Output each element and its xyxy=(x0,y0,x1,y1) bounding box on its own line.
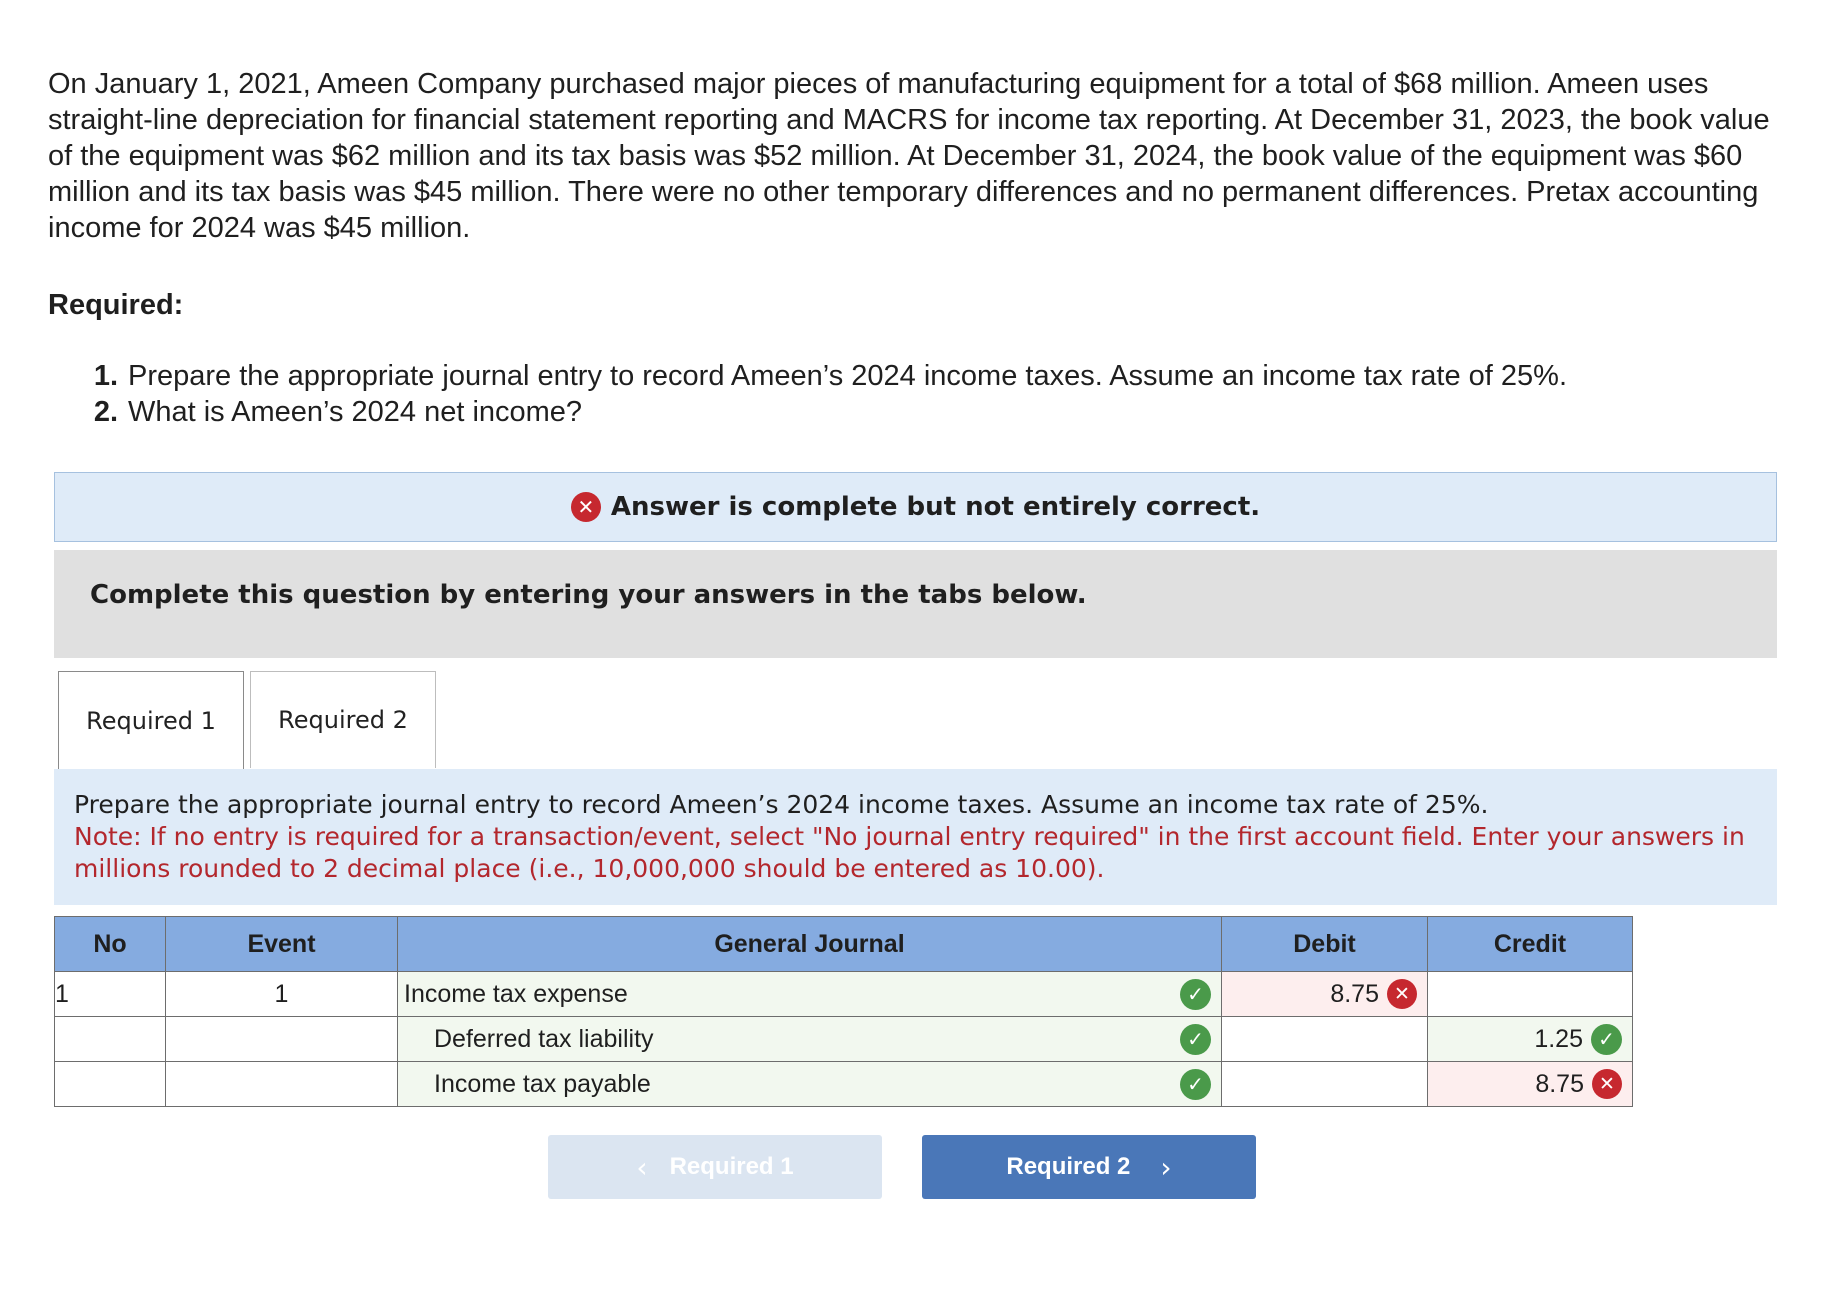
tab-bar xyxy=(54,671,1777,770)
debit-field[interactable] xyxy=(1222,1062,1428,1107)
debit-value: 8.75 xyxy=(1330,979,1379,1008)
general-journal-table xyxy=(54,916,1633,1107)
required-item-text: What is Ameen’s 2024 net income? xyxy=(128,396,583,428)
tab-required-2[interactable] xyxy=(250,671,436,768)
header-no: No xyxy=(55,917,166,972)
account-field[interactable] xyxy=(398,1062,1222,1107)
header-credit: Credit xyxy=(1428,917,1633,972)
chevron-right-icon: › xyxy=(1160,1150,1172,1184)
required-item-2 xyxy=(84,394,1567,430)
credit-field[interactable] xyxy=(1428,1017,1633,1062)
required-item-text: Prepare the appropriate journal entry to record Ameen’s 2024 income taxes. Assume an income tax rate of 25%. xyxy=(128,360,1567,392)
prompt-question: Prepare the appropriate journal entry to record Ameen’s 2024 income taxes. Assume an income tax rate of 25%. xyxy=(74,790,1489,819)
cell-no xyxy=(55,1017,166,1062)
table-row xyxy=(55,1017,1633,1062)
x-circle-icon: ✕ xyxy=(1387,979,1417,1009)
next-button-label: Required 2 xyxy=(1006,1153,1131,1180)
tab-required-1[interactable] xyxy=(58,671,244,770)
account-field[interactable] xyxy=(398,972,1222,1017)
account-name: Income tax payable xyxy=(434,1069,651,1098)
table-row xyxy=(55,972,1633,1017)
required-title: Required: xyxy=(48,289,184,321)
check-circle-icon: ✓ xyxy=(1591,1024,1622,1055)
required-item-number: 1. xyxy=(93,360,118,392)
tab-label: Required 2 xyxy=(278,706,408,734)
problem-statement xyxy=(48,66,1788,246)
x-circle-icon: ✕ xyxy=(1592,1069,1622,1099)
check-circle-icon: ✓ xyxy=(1180,979,1211,1010)
check-circle-icon: ✓ xyxy=(1180,1069,1211,1100)
cell-event xyxy=(166,1017,398,1062)
table-header-row xyxy=(55,917,1633,972)
x-circle-icon: ✕ xyxy=(571,492,601,522)
credit-value: 8.75 xyxy=(1535,1069,1584,1098)
header-debit: Debit xyxy=(1222,917,1428,972)
check-circle-icon: ✓ xyxy=(1180,1024,1211,1055)
account-name: Income tax expense xyxy=(404,979,628,1008)
next-required-button[interactable] xyxy=(922,1135,1256,1199)
cell-event: 1 xyxy=(166,972,398,1017)
debit-field[interactable] xyxy=(1222,972,1428,1017)
account-field[interactable] xyxy=(398,1017,1222,1062)
required-item-1 xyxy=(84,358,1567,394)
question-prompt xyxy=(54,769,1777,905)
header-event: Event xyxy=(166,917,398,972)
account-name: Deferred tax liability xyxy=(434,1024,654,1053)
table-row xyxy=(55,1062,1633,1107)
cell-event xyxy=(166,1062,398,1107)
credit-field[interactable] xyxy=(1428,1062,1633,1107)
credit-field[interactable] xyxy=(1428,972,1633,1017)
problem-text: On January 1, 2021, Ameen Company purchased major pieces of manufacturing equipment for a total of $68 million. Ameen uses straight-line depreciation for financial statement reporting and MACRS for income tax reporting. At December 31, 2023, the book value of the equipment was $62 million and its tax basis was $52 million. At December 31, 2024, the book value of the equipment was $60 million and its tax basis was $45 million. There were no other temporary differences and no permanent differences. Pretax accounting income for 2024 was $45 million. xyxy=(48,68,1770,244)
cell-no: 1 xyxy=(55,972,166,1017)
cell-no xyxy=(55,1062,166,1107)
credit-value: 1.25 xyxy=(1534,1024,1583,1053)
prompt-note: Note: If no entry is required for a transaction/event, select "No journal entry required" in the first account field. Enter your answers in millions rounded to 2 decimal place (i.e., 10,000,000 should be entered as 10.00). xyxy=(74,822,1745,883)
answer-status-text: Answer is complete but not entirely correct. xyxy=(610,492,1261,522)
chevron-left-icon: ‹ xyxy=(636,1150,648,1184)
prev-required-button[interactable] xyxy=(548,1135,882,1199)
prev-button-label: Required 1 xyxy=(669,1153,794,1180)
debit-field[interactable] xyxy=(1222,1017,1428,1062)
header-general-journal: General Journal xyxy=(398,917,1222,972)
required-list xyxy=(84,358,1567,430)
tab-label: Required 1 xyxy=(86,707,216,735)
instruction-bar xyxy=(54,550,1777,658)
instruction-text: Complete this question by entering your answers in the tabs below. xyxy=(90,580,1087,610)
answer-status-banner xyxy=(54,472,1777,542)
required-item-number: 2. xyxy=(93,396,118,428)
